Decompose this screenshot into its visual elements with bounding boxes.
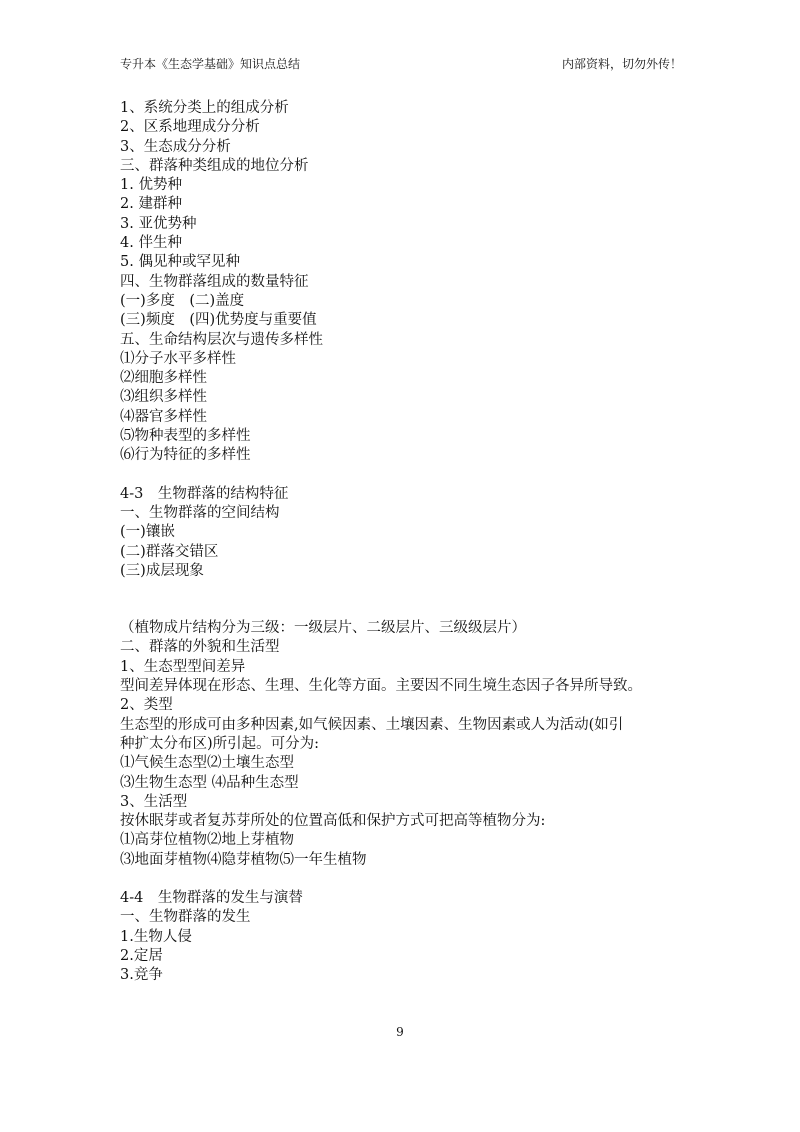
page-body bbox=[120, 99, 690, 985]
text-line: 二、群落的外貌和生活型 bbox=[120, 639, 280, 656]
text-line: ⑶地面芽植物⑷隐芽植物⑸一年生植物 bbox=[120, 851, 367, 868]
text-line: 5. 偶见种或罕见种 bbox=[120, 254, 240, 271]
text-line: (一)多度 (二)盖度 bbox=[120, 292, 245, 309]
text-line: (三)成层现象 bbox=[120, 562, 204, 579]
text-line: ⑴高芽位植物⑵地上芽植物 bbox=[120, 832, 294, 849]
text-line: 1、系统分类上的组成分析 bbox=[120, 100, 289, 116]
text-line: 2、区系地理成分分析 bbox=[120, 119, 260, 136]
text-line: 型间差异体现在形态、生理、生化等方面。主要因不同生境生态因子各异所导致。 bbox=[120, 678, 642, 695]
text-line: ⑶生物生态型 ⑷品种生态型 bbox=[120, 774, 299, 791]
header-notice: 内部资料，切勿外传！ bbox=[561, 57, 682, 71]
text-line: 4-4 生物群落的发生与演替 bbox=[120, 889, 303, 906]
text-line: 1、生态型型间差异 bbox=[120, 658, 246, 675]
text-line: 2. 建群种 bbox=[120, 196, 182, 213]
text-line: （植物成片结构分为三级：一级层片、二级层片、三级级层片） bbox=[120, 620, 526, 637]
blank-line bbox=[120, 466, 690, 485]
text-line: 2、类型 bbox=[120, 697, 173, 714]
text-line: ⑵细胞多样性 bbox=[120, 370, 207, 387]
text-line: 种扩太分布区)所引起。可分为: bbox=[120, 735, 320, 752]
text-line: 一、生物群落的空间结构 bbox=[120, 504, 280, 521]
page-number: 9 bbox=[396, 1025, 404, 1039]
text-line: 2.定居 bbox=[120, 947, 163, 964]
text-line: ⑹行为特征的多样性 bbox=[120, 447, 251, 464]
text-line: 4. 伴生种 bbox=[120, 235, 182, 252]
text-line: (二)群落交错区 bbox=[120, 543, 219, 560]
text-line: 1. 优势种 bbox=[120, 177, 182, 194]
text-line: 1.生物人侵 bbox=[120, 928, 192, 945]
text-line: ⑶组织多样性 bbox=[120, 389, 207, 406]
page-header bbox=[120, 56, 682, 72]
text-line: ⑴气候生态型⑵土壤生态型 bbox=[120, 755, 294, 772]
text-line: (一)镶嵌 bbox=[120, 524, 175, 541]
text-line: 按休眠芽或者复苏芽所处的位置高低和保护方式可把高等植物分为: bbox=[120, 813, 546, 830]
text-line: ⑸物种表型的多样性 bbox=[120, 428, 251, 445]
blank-line bbox=[120, 581, 690, 600]
header-title: 专升本《生态学基础》知识点总结 bbox=[120, 57, 301, 71]
text-line: 3、生活型 bbox=[120, 793, 188, 810]
text-line: ⑷器官多样性 bbox=[120, 408, 207, 425]
text-line: 一、生物群落的发生 bbox=[120, 909, 251, 926]
blank-line bbox=[120, 600, 690, 619]
text-line: 五、生命结构层次与遗传多样性 bbox=[120, 331, 323, 348]
text-line: 3. 亚优势种 bbox=[120, 215, 197, 232]
text-line: 3.竞争 bbox=[120, 967, 163, 984]
text-line: 4-3 生物群落的结构特征 bbox=[120, 485, 289, 502]
text-line: 四、生物群落组成的数量特征 bbox=[120, 273, 309, 290]
text-line: 三、群落种类组成的地位分析 bbox=[120, 157, 309, 174]
blank-line bbox=[120, 870, 690, 889]
text-line: 生态型的形成可由多种因素,如气候因素、土壤因素、生物因素或人为活动(如引 bbox=[120, 716, 624, 733]
text-line: (三)频度 (四)优势度与重要值 bbox=[120, 312, 317, 329]
text-line: 3、生态成分分析 bbox=[120, 138, 231, 155]
text-line: ⑴分子水平多样性 bbox=[120, 350, 236, 367]
